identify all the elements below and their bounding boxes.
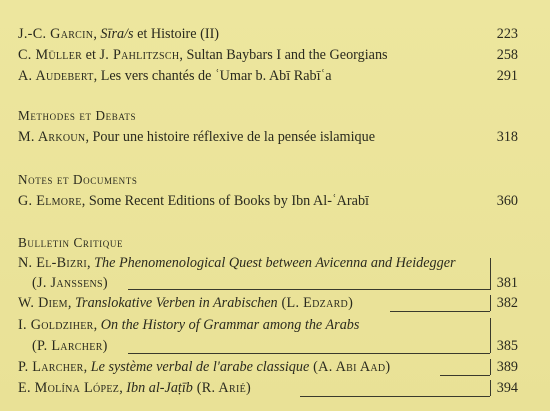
page-number: 389: [496, 359, 518, 375]
toc-entry-arkoun: [18, 127, 516, 147]
entry-separator: ,: [87, 255, 95, 271]
page-number: 223: [496, 26, 518, 42]
page-number: 360: [496, 193, 518, 209]
entry-author: P. Larcher: [18, 359, 84, 375]
toc-entry-goldziher: [18, 315, 516, 335]
page-number: 394: [496, 380, 518, 396]
bracket-line: [490, 258, 491, 290]
entry-separator: ,: [93, 26, 101, 42]
bracket-line: [300, 396, 490, 397]
page-number: 381: [496, 275, 518, 291]
entry-author: J.-C. Garcin: [18, 26, 94, 42]
entry-author-2: J. Pahlitzsch: [99, 47, 180, 63]
entry-author: W. Diem: [18, 295, 68, 311]
entry-reviewer: (J. Janssens): [32, 275, 108, 291]
section-heading-bulletin: Bulletin Critique: [18, 235, 124, 250]
bracket-line: [440, 375, 490, 376]
section-heading-methodes: Methodes et Debats: [18, 108, 137, 123]
entry-separator: et: [82, 47, 100, 63]
entry-author: E. Molína López: [18, 380, 120, 396]
entry-separator: ,: [93, 68, 101, 84]
toc-entry-diem: [18, 293, 516, 313]
entry-title-italic: Le système verbal de l'arabe classique: [90, 359, 310, 375]
entry-separator: ,: [119, 380, 127, 396]
entry-title-italic: On the History of Grammar among the Arabs: [100, 317, 360, 333]
bracket-line: [490, 359, 491, 375]
bracket-line: [490, 380, 491, 396]
entry-separator: ,: [93, 317, 101, 333]
entry-reviewer: (A. Abi Aad): [309, 359, 391, 375]
toc-entry-larcher: [18, 357, 516, 377]
entry-title-italic: The Phenomenological Quest between Avicenna and Heidegger: [94, 255, 456, 271]
toc-entry-audebert: [18, 66, 516, 86]
entry-author: I. Goldziher: [18, 317, 94, 333]
entry-title-italic: Sīra/s: [100, 26, 134, 42]
entry-author: M. Arkoun: [18, 129, 86, 145]
page-number: 382: [496, 295, 518, 311]
section-heading-notes: Notes et Documents: [18, 172, 138, 187]
page-number: 291: [496, 68, 518, 84]
entry-title: Les vers chantés de ʿUmar b. Abī Rabīʿa: [100, 68, 332, 84]
entry-author: A. Audebert: [18, 68, 94, 84]
entry-author: N. El-Bizri: [18, 255, 88, 271]
bracket-line: [390, 311, 490, 312]
toc-entry-garcin: [18, 24, 516, 44]
entry-separator: ,: [67, 295, 75, 311]
bracket-line: [128, 289, 490, 290]
bracket-line: [490, 318, 491, 353]
entry-title-italic: Ibn al-Jaṭīb: [126, 380, 193, 396]
entry-reviewer: (P. Larcher): [32, 338, 108, 354]
page-number: 258: [496, 47, 518, 63]
page-number: 385: [496, 338, 518, 354]
entry-title: , Some Recent Editions of Books by Ibn Al-ʿArabī: [81, 193, 369, 209]
toc-entry-muller: [18, 45, 516, 65]
entry-reviewer: (R. Arié): [192, 380, 252, 396]
entry-title: et Histoire (II): [133, 26, 220, 42]
toc-entry-el-bizri-reviewer: [32, 273, 516, 293]
entry-author: C. Müller: [18, 47, 83, 63]
toc-entry-el-bizri: [18, 253, 516, 273]
bracket-line: [128, 353, 490, 354]
toc-entry-elmore: [18, 191, 516, 211]
entry-title-italic: Translokative Verben in Arabischen: [74, 295, 278, 311]
entry-title: , Pour une histoire réflexive de la pensée islamique: [85, 129, 376, 145]
bracket-line: [490, 295, 491, 311]
toc-entry-molina-lopez: [18, 378, 516, 398]
entry-author: G. Elmore: [18, 193, 82, 209]
page-number: 318: [496, 129, 518, 145]
entry-separator: ,: [83, 359, 91, 375]
entry-reviewer: (L. Edzard): [277, 295, 354, 311]
entry-title: , Sultan Baybars I and the Georgians: [179, 47, 388, 63]
